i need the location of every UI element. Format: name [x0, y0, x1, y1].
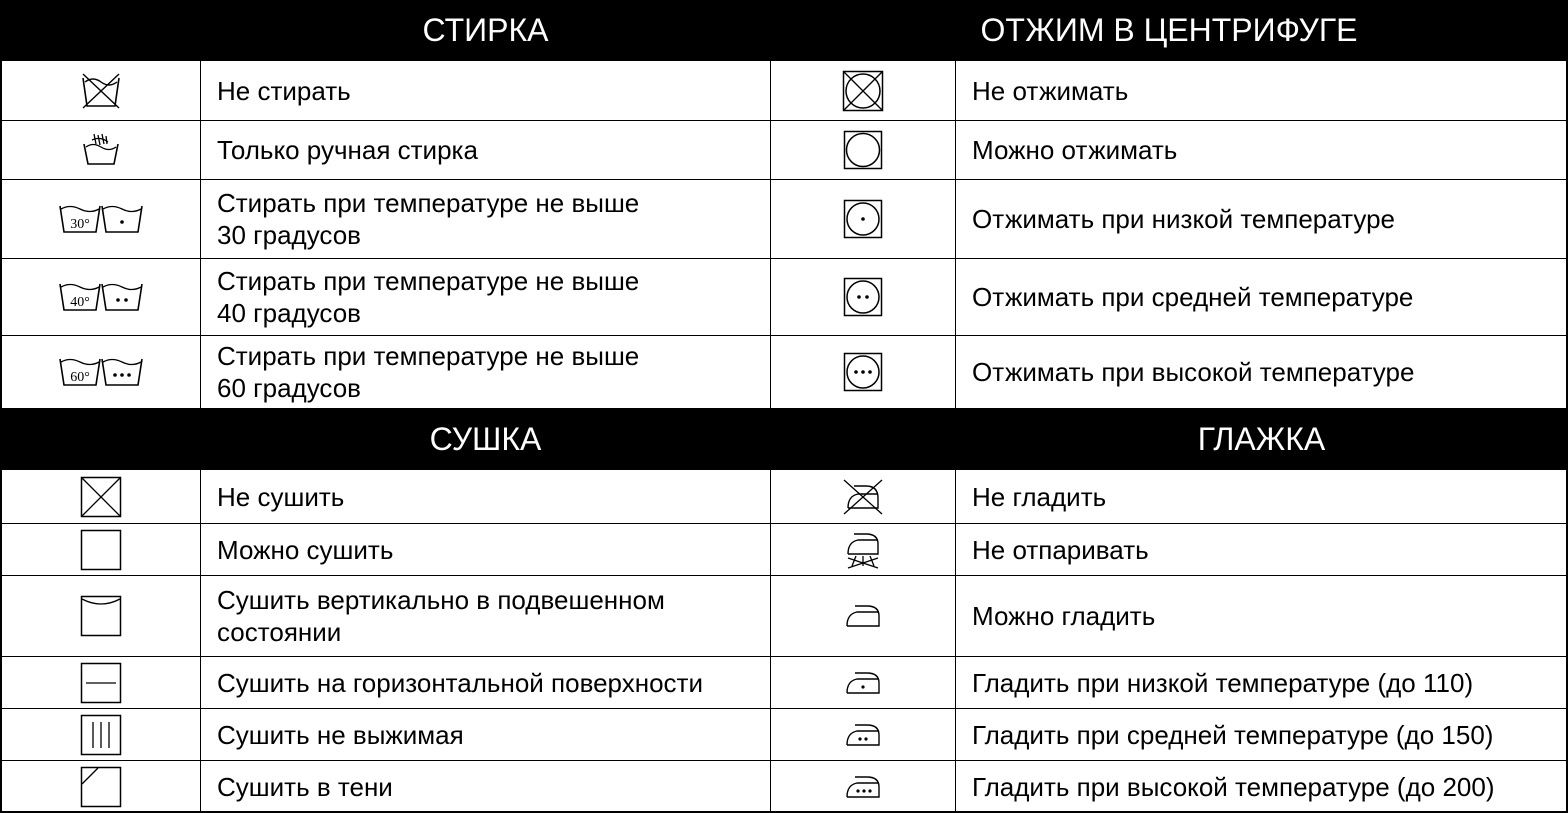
wash-header-blank: [0, 0, 201, 61]
spin-label: Можно отжимать: [955, 120, 1568, 180]
wash-icon-cell: [0, 120, 201, 180]
spin-label: Отжимать при высокой температуре: [955, 335, 1568, 409]
wash-label: Стирать при температуре не выше 40 градусов: [200, 258, 771, 336]
spin-icon-cell: [770, 179, 956, 259]
spin-icon-cell: [770, 120, 956, 180]
no-steam-icon: [842, 530, 884, 570]
iron-medium-icon: [843, 721, 883, 749]
spin-icon-cell: [770, 60, 956, 121]
drip-dry-icon: [80, 714, 122, 756]
wash-section-title: СТИРКА: [200, 0, 771, 61]
dry-icon: [80, 529, 122, 571]
wash-label: Стирать при температуре не выше 60 градусов: [200, 335, 771, 409]
tumble-dry-medium-icon: [843, 277, 883, 317]
dry-label: Сушить на горизонтальной поверхности: [200, 656, 771, 709]
spin-icon-cell: [770, 258, 956, 336]
iron-header-blank: [770, 408, 956, 470]
wash-label: Стирать при температуре не выше 30 градусов: [200, 179, 771, 259]
do-not-tumble-dry-icon: [842, 70, 884, 112]
iron-label: Гладить при низкой температуре (до 110): [955, 656, 1568, 709]
iron-label: Можно гладить: [955, 575, 1568, 657]
dry-label: Сушить вертикально в подвешенном состоянии: [200, 575, 771, 657]
dry-icon-cell: [0, 575, 201, 657]
wash-icon-cell: [0, 258, 201, 336]
spin-icon-cell: [770, 335, 956, 409]
iron-icon-cell: [770, 656, 956, 709]
dry-icon-cell: [0, 656, 201, 709]
wash-60-icon: [58, 355, 144, 389]
dry-label: Сушить не выжимая: [200, 708, 771, 761]
iron-icon-cell: [770, 760, 956, 813]
dry-icon-cell: [0, 469, 201, 524]
spin-label: Отжимать при средней температуре: [955, 258, 1568, 336]
dry-label: Не сушить: [200, 469, 771, 524]
dry-in-shade-icon: [80, 766, 122, 808]
tumble-dry-icon: [843, 130, 883, 170]
dry-flat-icon: [80, 662, 122, 704]
do-not-wash-icon: [81, 72, 121, 110]
wash-label: Не стирать: [200, 60, 771, 121]
dry-header-blank: [0, 408, 201, 470]
wash-icon-cell: [0, 335, 201, 409]
iron-label: Не отпаривать: [955, 523, 1568, 576]
wash-temp-label: 60°: [69, 370, 90, 385]
spin-label: Не отжимать: [955, 60, 1568, 121]
wash-temp-label: 40°: [69, 295, 90, 310]
iron-low-icon: [843, 669, 883, 697]
dry-icon-cell: [0, 708, 201, 761]
wash-30-icon: [58, 202, 144, 236]
wash-40-icon: [58, 280, 144, 314]
iron-icon-cell: [770, 469, 956, 524]
iron-label: Гладить при средней температуре (до 150): [955, 708, 1568, 761]
iron-label: Гладить при высокой температуре (до 200): [955, 760, 1568, 813]
wash-icon-cell: [0, 179, 201, 259]
dry-icon-cell: [0, 523, 201, 576]
wash-icon-cell: [0, 60, 201, 121]
line-dry-icon: [80, 595, 122, 637]
tumble-dry-low-icon: [843, 199, 883, 239]
wash-temp-label: 30°: [69, 217, 90, 232]
spin-section-title: ОТЖИМ В ЦЕНТРИФУГЕ: [770, 0, 1568, 61]
dry-label: Можно сушить: [200, 523, 771, 576]
iron-icon: [843, 602, 883, 630]
dry-section-title: СУШКА: [200, 408, 771, 470]
iron-icon-cell: [770, 575, 956, 657]
dry-label: Сушить в тени: [200, 760, 771, 813]
tumble-dry-high-icon: [843, 352, 883, 392]
iron-high-icon: [843, 773, 883, 801]
do-not-dry-icon: [80, 476, 122, 518]
dry-icon-cell: [0, 760, 201, 813]
spin-label: Отжимать при низкой температуре: [955, 179, 1568, 259]
wash-label: Только ручная стирка: [200, 120, 771, 180]
do-not-iron-icon: [842, 478, 884, 516]
iron-label: Не гладить: [955, 469, 1568, 524]
iron-section-title: ГЛАЖКА: [955, 408, 1568, 470]
hand-wash-icon: [82, 132, 120, 168]
iron-icon-cell: [770, 523, 956, 576]
iron-icon-cell: [770, 708, 956, 761]
